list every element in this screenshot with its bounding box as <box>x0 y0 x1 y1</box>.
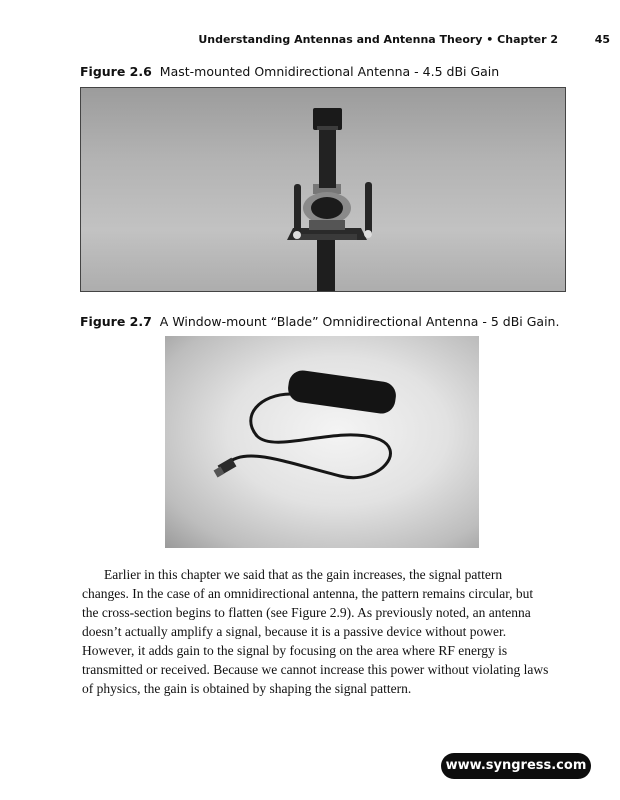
publisher-url-badge: www.syngress.com <box>441 753 591 779</box>
figure-2-6-caption <box>80 64 499 79</box>
figure-2-7-caption <box>80 314 559 329</box>
figure-caption-text: Mast-mounted Omnidirectional Antenna - 4.5 dBi Gain <box>159 64 500 79</box>
figure-caption-text: A Window-mount “Blade” Omnidirectional Antenna - 5 dBi Gain. <box>159 314 560 329</box>
body-text <box>82 565 552 698</box>
figure-label: Figure 2.6 <box>80 64 152 79</box>
page-number: 45 <box>594 33 610 46</box>
blade-antenna-photo <box>165 336 479 548</box>
chapter-title: Understanding Antennas and Antenna Theory • Chapter 2 <box>198 33 558 46</box>
figure-label: Figure 2.7 <box>80 314 152 329</box>
mast-antenna-illustration <box>81 88 565 291</box>
mast-antenna-photo <box>80 87 566 292</box>
body-paragraph: Earlier in this chapter we said that as the gain increases, the signal pattern changes. In the case of an omnidirectional antenna, the pattern remains circular, but the cross-section begins to flatten (see Figure 2.9). As previously noted, an antenna doesn’t actually amplify a signal, because it is a passive device without power. However, it adds gain to the signal by focusing on the area where RF energy is transmitted or received. Because we cannot increase this power without violating laws of physics, the gain is obtained by shaping the signal pattern. <box>82 567 549 696</box>
running-header <box>0 33 610 46</box>
blade-antenna-illustration <box>165 336 479 548</box>
